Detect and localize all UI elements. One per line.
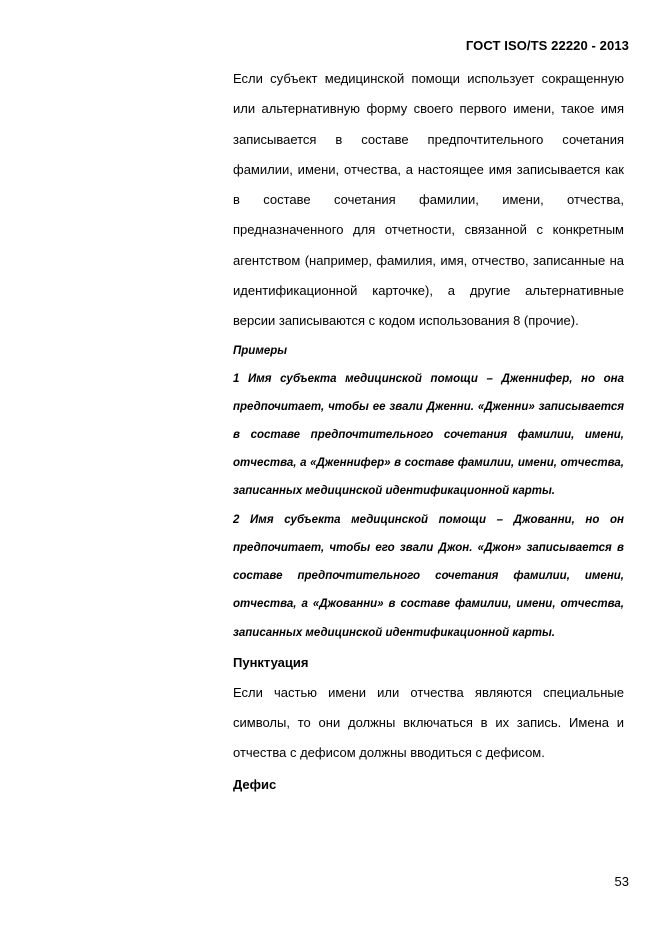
example-2: 2 Имя субъекта медицинской помощи – Джованни, но он предпочитает, чтобы его звали Джон. «Джон» записывается в составе предпочтительного сочетания фамилии, имени, отчества, а «Джованни» в составе фамилии, имени, отчества, записанных медицинской идентификационной карты.: [233, 513, 624, 639]
punctuation-heading: Пунктуация: [233, 654, 309, 670]
example-1: 1 Имя субъекта медицинской помощи – Дженнифер, но она предпочитает, чтобы ее звали Дженни. «Дженни» записывается в составе предпочтительного сочетания фамилии, имени, отчества, а «Дженнифер» в составе фамилии, имени, отчества, записанных медицинской идентификационной карты.: [233, 372, 624, 498]
examples-heading: Примеры: [233, 344, 288, 357]
page-content: [233, 64, 624, 800]
paragraph-alternative-name: Если субъект медицинской помощи использует сокращенную или альтернативную форму своего первого имени, такое имя записывается в составе предпочтительного сочетания фамилии, имени, отчества, а настоящее имя записывается как в составе сочетания фамилии, имени, отчества, предназначенного для отчетности, связанной с конкретным агентством (например, фамилия, имя, отчество, записанные на идентификационной карточке), а другие альтернативные версии записываются с кодом использования 8 (прочие).: [233, 71, 624, 329]
document-header: ГОСТ ISO/TS 22220 - 2013: [465, 38, 629, 53]
page-number: 53: [614, 874, 629, 889]
hyphen-heading: Дефис: [233, 776, 277, 792]
paragraph-special-characters: Если частью имени или отчества являются специальные символы, то они должны включаться в их запись. Имена и отчества с дефисом должны вводиться с дефисом.: [233, 684, 624, 761]
